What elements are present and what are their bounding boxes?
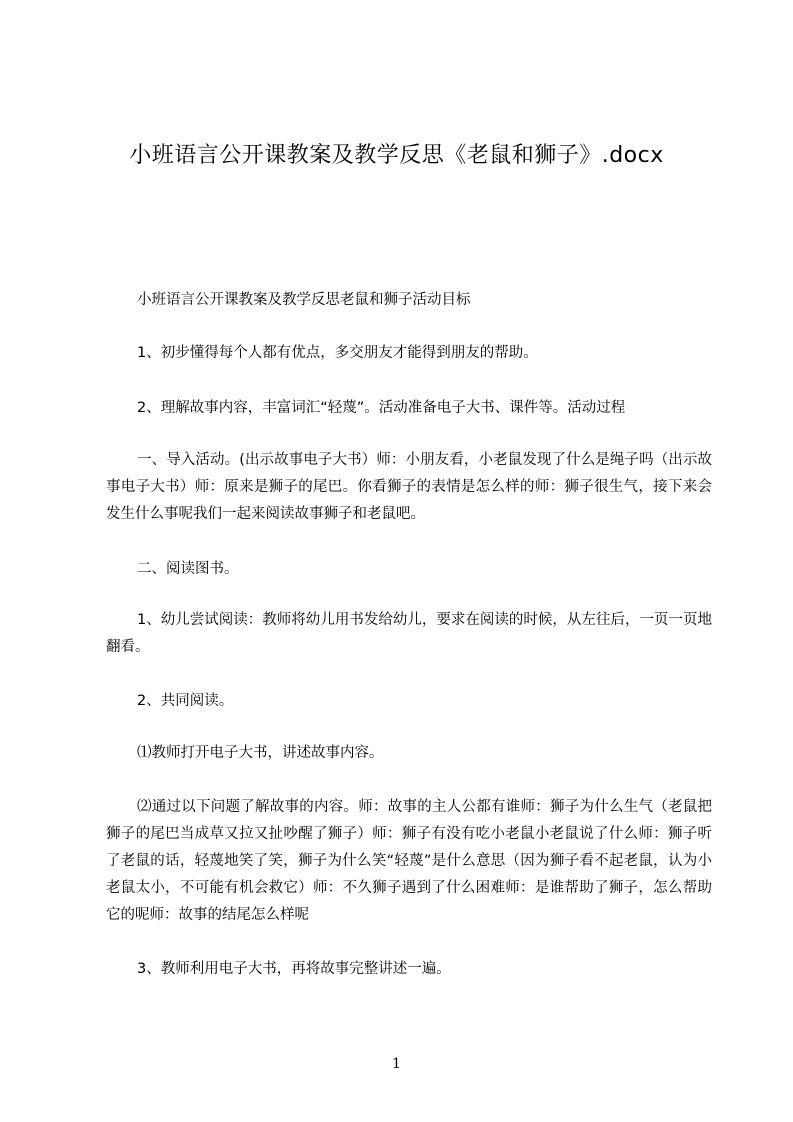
paragraph-reading-heading: 二、阅读图书。 [137, 561, 239, 577]
paragraph-goal-2: 2、理解故事内容，丰富词汇“轻蔑”。活动准备电子大书、课件等。活动过程 [137, 400, 626, 416]
paragraph-retell: 3、教师利用电子大书，再将故事完整讲述一遍。 [137, 961, 451, 977]
paragraph-goal-1: 1、初步懂得每个人都有优点，多交朋友才能得到朋友的帮助。 [137, 345, 538, 361]
paragraph-activity-goals: 小班语言公开课教案及教学反思老鼠和狮子活动目标 [137, 292, 471, 308]
paragraph-questions: ⑵通过以下问题了解故事的内容。师：故事的主人公都有谁师：狮子为什么生气（老鼠把狮子的尾巴当成草又拉又扯吵醒了狮子）师：狮子有没有吃小老鼠小老鼠说了什么师：狮子听了老鼠的话，轻蔑地笑了笑，狮子为什么笑“轻蔑”是什么意思（因为狮子看不起老鼠，认为小老鼠太小，不可能有机会救它）师：不久狮子遇到了什么困难师：是谁帮助了狮子，怎么帮助它的呢师：故事的结尾怎么样呢 [106, 799, 712, 923]
paragraph-intro-activity: 一、导入活动。(出示故事电子大书）师：小朋友看，小老鼠发现了什么是绳子吗（出示故事电子大书）师：原来是狮子的尾巴。你看狮子的表情是怎么样的师：狮子很生气，接下来会发生什么事呢我们一起来阅读故事狮子和老鼠吧。 [106, 452, 712, 522]
document-title: 小班语言公开课教案及教学反思《老鼠和狮子》.docx [129, 143, 664, 168]
page-number: 1 [392, 1056, 401, 1072]
paragraph-shared-reading: 2、共同阅读。 [137, 693, 234, 709]
paragraph-trial-reading: 1、幼儿尝试阅读：教师将幼儿用书发给幼儿，要求在阅读的时候，从左往后，一页一页地翻看。 [106, 612, 712, 655]
paragraph-open-ebook: ⑴教师打开电子大书，讲述故事内容。 [137, 745, 384, 761]
